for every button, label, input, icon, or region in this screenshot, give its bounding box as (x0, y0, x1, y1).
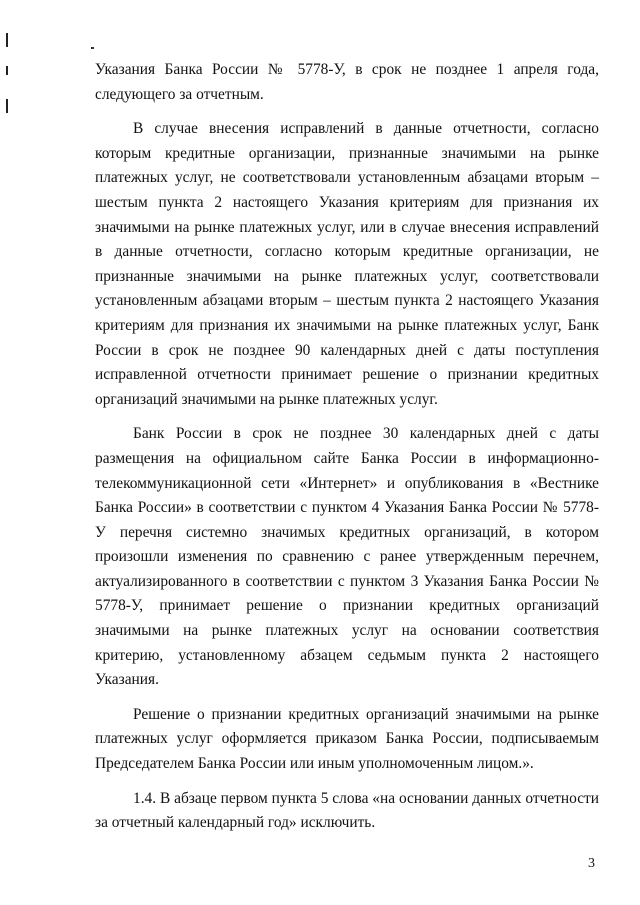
page-number: 3 (588, 856, 595, 871)
margin-binding-mark (6, 99, 8, 113)
paragraph-continuation: Указания Банка России № 5778-У, в срок не позднее 1 апреля года, следующего за отчетным. (95, 61, 599, 103)
paragraph-item-1-4: 1.4. В абзаце первом пункта 5 слова «на основании данных отчетности за отчетный календарный год» исключить. (95, 789, 599, 832)
paragraph-corrections: В случае внесения исправлений в данные отчетности, согласно которым кредитные организации, признанные значимыми на рынке платежных услуг, не соответствовали установленным абзацами вторым – шестым пункта 2 настоящего Указания критериям для признания их значимыми на рынке платежных услуг, или в случае внесения исправлений в данные отчетности, согласно которым кредитные организации, не признанные значимыми на рынке платежных услуг, соответствовали установленным абзацами вторым – шестым пункта 2 настоящего Указания критериям для признания их значимыми на рынке платежных услуг, Банк России в срок не позднее 90 календарных дней с даты поступления исправленной отчетности принимает решение о признании кредитных организаций значимыми на рынке платежных услуг. (95, 120, 599, 408)
paragraph-decision-order: Решение о признании кредитных организаций значимыми на рынке платежных услуг оформляется приказом Банка России, подписываемым Председателем Банка России или иным уполномоченным лицом.». (95, 705, 599, 773)
margin-binding-mark (6, 33, 8, 47)
document-body (95, 58, 599, 836)
paragraph-systemic-list: Банк России в срок не позднее 30 календарных дней с даты размещения на официальном сайте Банка России в информационно-телекоммуникационной сети «Интернет» и опубликования в «Вестнике Банка России» в соответствии с пунктом 4 Указания Банка России № 5778-У перечня системно значимых кредитных организаций, в котором произошли изменения по сравнению с ранее утвержденным перечнем, актуализированного в соответствии с пунктом 3 Указания Банка России № 5778-У, принимает решение о признании кредитных организаций значимыми на рынке платежных услуг на основании соответствия критерию, установленному абзацем седьмым пункта 2 настоящего Указания. (95, 425, 599, 689)
scan-speck (91, 47, 94, 49)
margin-binding-mark (6, 66, 8, 75)
